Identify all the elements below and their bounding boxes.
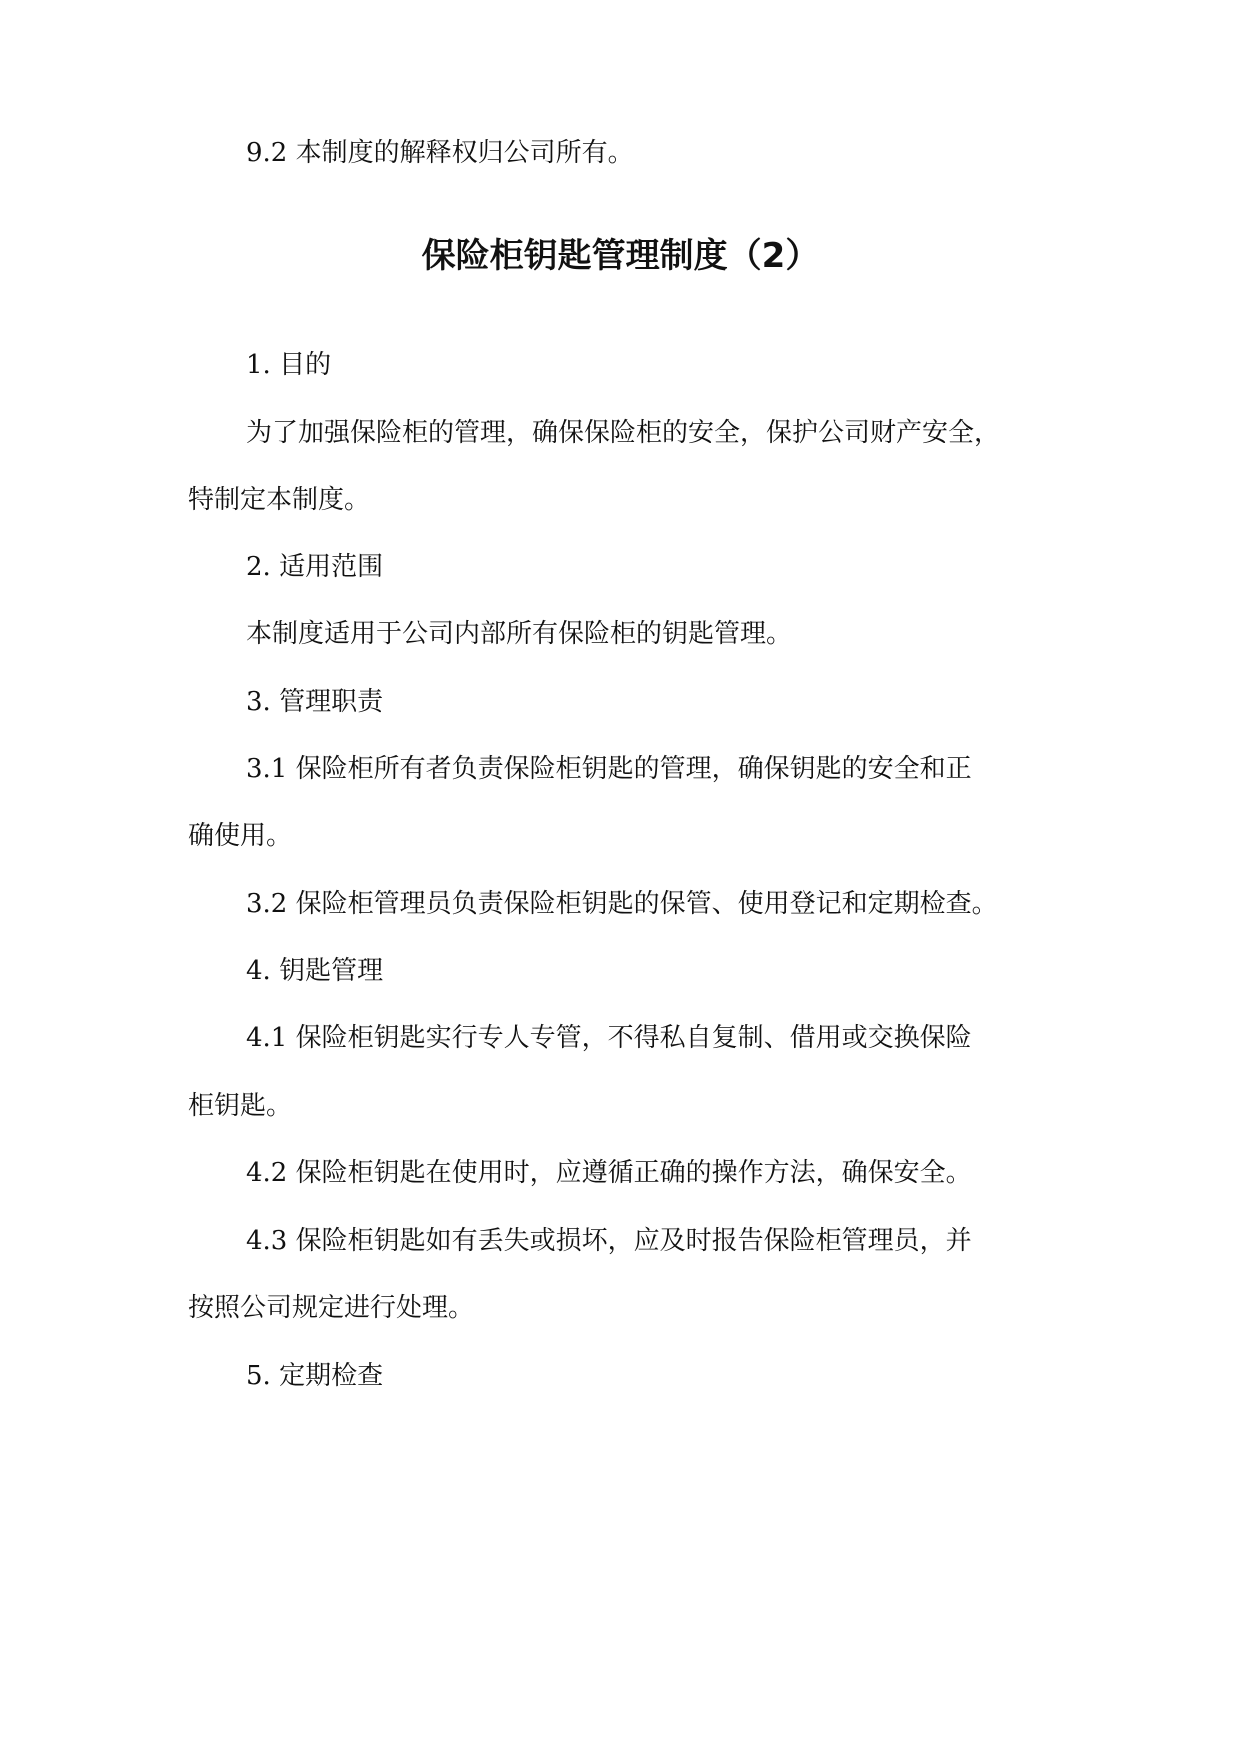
section-1-body-line-2: 特制定本制度。 bbox=[188, 485, 371, 515]
document-title: 保险柜钥匙管理制度（2） bbox=[421, 236, 820, 276]
section-1-body-line-1: 为了加强保险柜的管理，确保保险柜的安全，保护公司财产安全， bbox=[246, 418, 1001, 448]
clause-3-2: 3.2 保险柜管理员负责保险柜钥匙的保管、使用登记和定期检查。 bbox=[246, 889, 998, 919]
clause-4-3-line-1: 4.3 保险柜钥匙如有丢失或损坏，应及时报告保险柜管理员，并 bbox=[246, 1226, 972, 1256]
section-1-heading: 1. 目的 bbox=[246, 350, 332, 380]
section-2-heading: 2. 适用范围 bbox=[246, 552, 384, 582]
clause-9-2: 9.2 本制度的解释权归公司所有。 bbox=[246, 138, 634, 168]
section-5-heading: 5. 定期检查 bbox=[246, 1361, 384, 1391]
section-2-body: 本制度适用于公司内部所有保险柜的钥匙管理。 bbox=[246, 619, 793, 649]
clause-3-1-line-1: 3.1 保险柜所有者负责保险柜钥匙的管理，确保钥匙的安全和正 bbox=[246, 754, 972, 784]
section-4-heading: 4. 钥匙管理 bbox=[246, 956, 384, 986]
clause-4-2: 4.2 保险柜钥匙在使用时，应遵循正确的操作方法，确保安全。 bbox=[246, 1158, 972, 1188]
clause-3-1-line-2: 确使用。 bbox=[188, 821, 293, 851]
clause-4-1-line-1: 4.1 保险柜钥匙实行专人专管，不得私自复制、借用或交换保险 bbox=[246, 1023, 972, 1053]
clause-4-1-line-2: 柜钥匙。 bbox=[188, 1091, 293, 1121]
clause-4-3-line-2: 按照公司规定进行处理。 bbox=[188, 1293, 475, 1323]
section-3-heading: 3. 管理职责 bbox=[246, 687, 384, 717]
